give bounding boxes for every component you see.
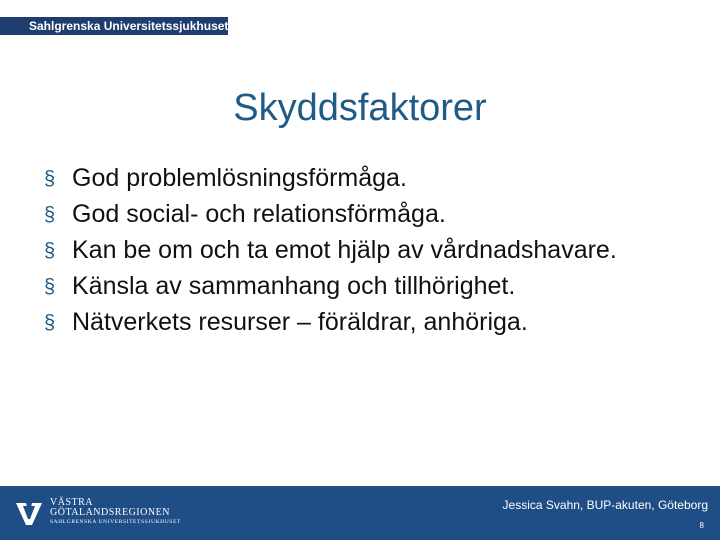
bullet-marker-icon: § (44, 168, 56, 190)
page-number: 8 (699, 521, 704, 530)
bullet-list (44, 163, 704, 343)
footer-organization (50, 498, 181, 526)
footer-bar (0, 486, 720, 540)
footer-org-line3: SAHLGRENSKA UNIVERSITETSSJUKHUSET (50, 519, 181, 525)
slide-title: Skyddsfaktorer (233, 87, 487, 129)
bullet-text: Nätverkets resurser – föräldrar, anhöriga. (72, 308, 528, 336)
bullet-marker-icon: § (44, 276, 56, 298)
bullet-text: God problemlösningsförmåga. (72, 164, 407, 192)
footer-org-line2: GÖTALANDSREGIONEN (50, 507, 170, 518)
bullet-item (44, 199, 704, 229)
bullet-marker-icon: § (44, 240, 56, 262)
bullet-item (44, 271, 704, 301)
footer-org-line1: VÄSTRA (50, 497, 94, 508)
bullet-item (44, 235, 704, 265)
bullet-text: Känsla av sammanhang och tillhörighet. (72, 272, 516, 300)
bullet-text: God social- och relationsförmåga. (72, 200, 446, 228)
bullet-marker-icon: § (44, 312, 56, 334)
header-brand-text: Sahlgrenska Universitetssjukhuset (29, 19, 229, 33)
bullet-item (44, 163, 704, 193)
bullet-marker-icon: § (44, 204, 56, 226)
footer-author: Jessica Svahn, BUP-akuten, Göteborg (502, 498, 708, 512)
header-brand-bar (0, 17, 228, 35)
bullet-text: Kan be om och ta emot hjälp av vårdnadshavare. (72, 236, 617, 264)
bullet-item (44, 307, 704, 337)
vgr-logo-icon (14, 497, 44, 527)
